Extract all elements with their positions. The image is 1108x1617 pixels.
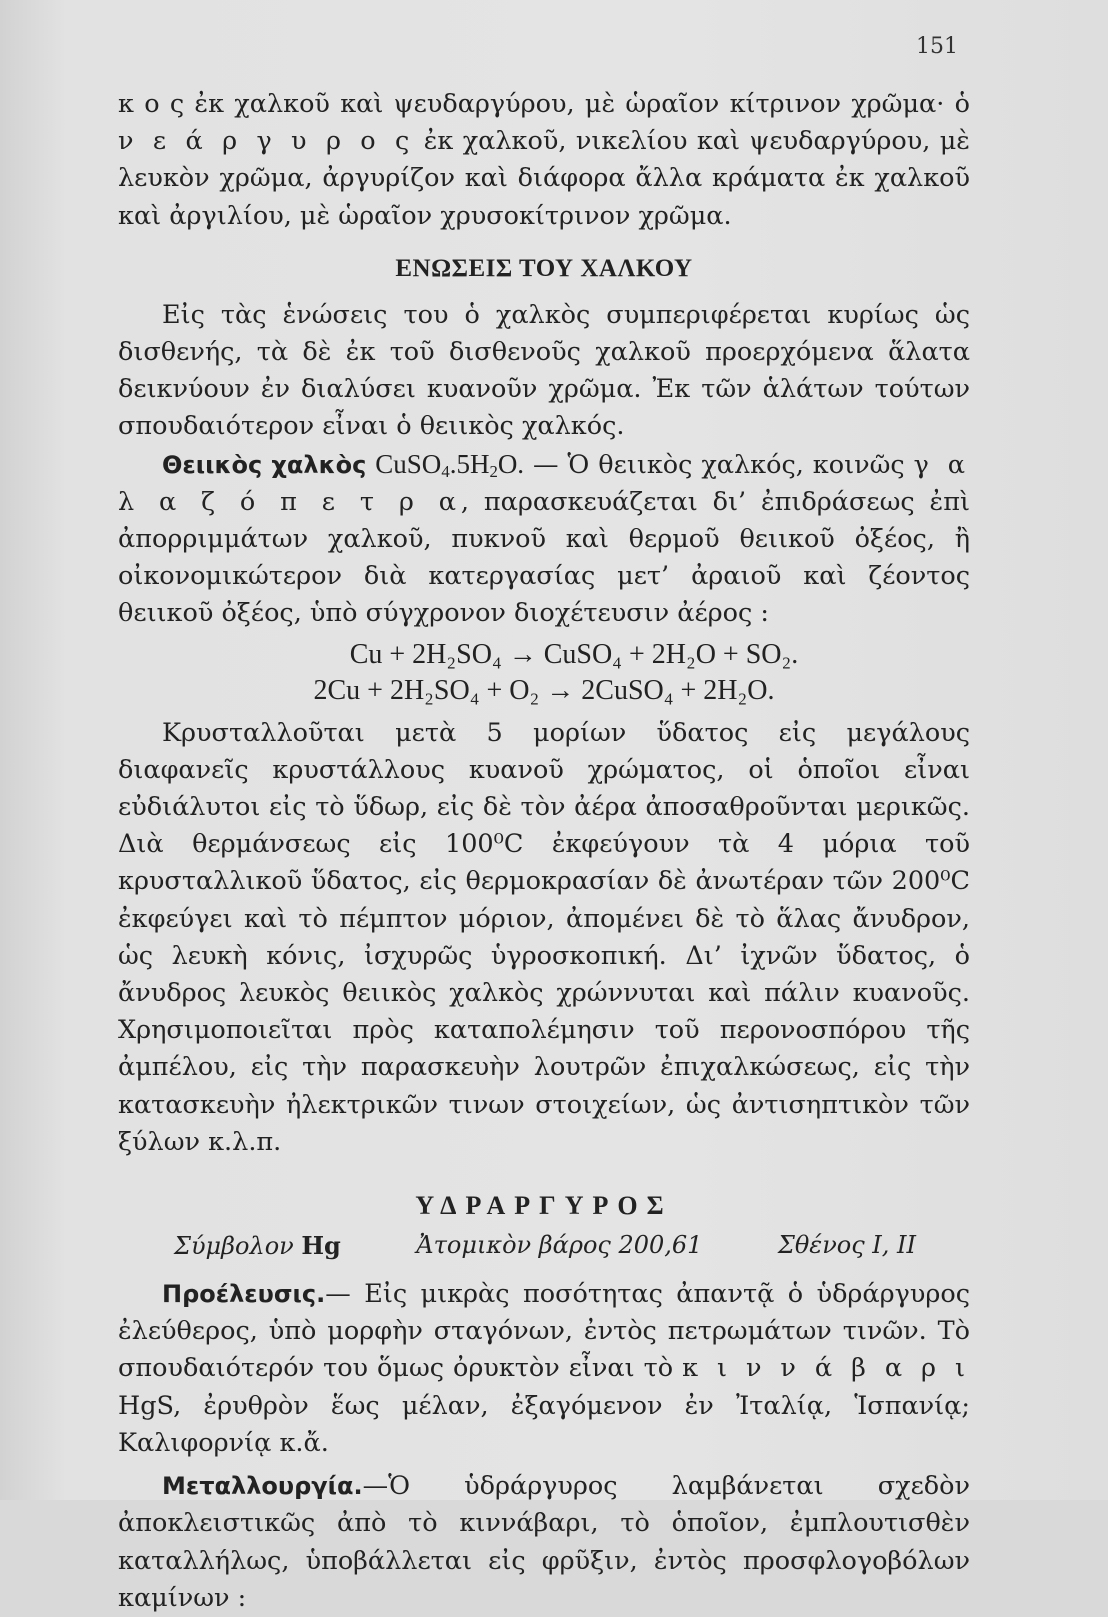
origin-text-end: HgS, ἐρυθρὸν ἕως μέλαν, ἐξαγόμενον ἐν Ἰταλίᾳ, Ἱσπανίᾳ; Καλιφορνίᾳ κ.ἄ. <box>118 1390 970 1458</box>
origin-text-start: — Εἰς μικρὰς ποσότητας ἀπαντᾷ ὁ ὑδράργυρος ἐλεύθερος, ὑπὸ μορφὴν σταγόνων, ἐντὸς πετρωμάτων τινῶν. Τὸ σπουδαιότερόν του ὅμως ὀρυκτὸν εἶναι τὸ <box>118 1279 970 1384</box>
reaction-equations <box>118 637 970 709</box>
metallurgy-title: Μεταλλουργία. <box>162 1472 363 1501</box>
intro-text-end: ἐκ χαλκοῦ, νικελίου καὶ ψευδαργύρου, μὲ λευκὸν χρῶμα, ἀργυρίζον καὶ διάφορα ἄλλα κράματα ἐκ χαλκοῦ καὶ ἀργιλίου, μὲ ὡραῖον χρυσοκίτρινον χρῶμα. <box>118 126 970 231</box>
equation-2: 2Cu + 2H₂SO₄ + O₂ → 2CuSO₄ + 2H₂O. <box>313 674 775 706</box>
compounds-heading: ΕΝΩΣΕΙΣ ΤΟΥ ΧΑΛΚΟΥ <box>395 254 693 282</box>
metallurgy-paragraph <box>118 1468 970 1617</box>
sulfate-title: Θειικὸς χαλκὸς <box>162 450 367 479</box>
mercury-symbol: Σύμβολον Hg <box>174 1231 341 1261</box>
sulfate-text-end: , παρασκευάζεται δι’ ἐπιδράσεως ἐπὶ ἀπορριμμάτων χαλκοῦ, πυκνοῦ καὶ θερμοῦ θειικοῦ ὀξέος, ἢ οἰκονομικώτερον διὰ κατεργασίας μετ’ ἀραιοῦ καὶ ζέοντος θειικοῦ ὀξέος, ὑπὸ σύγχρονον διοχέτευσιν ἀέρος : <box>118 486 970 629</box>
sulfate-paragraph <box>118 446 970 633</box>
mercury-valence: Σθένος I, II <box>777 1231 916 1260</box>
intro-text-start: κ ο ς ἐκ χαλκοῦ καὶ ψευδαργύρου, μὲ ὡραῖον κίτρινον χρῶμα· ὁ <box>118 89 970 119</box>
equation-1: Cu + 2H₂SO₄ → CuSO₄ + 2H₂O + SO₂. <box>349 638 799 670</box>
sulfate-text-start: — Ὁ θειικὸς χαλκός, κοινῶς <box>524 449 914 480</box>
compounds-paragraph: Εἰς τὰς ἑνώσεις του ὁ χαλκὸς συμπεριφέρεται κυρίως ὡς δισθενής, τὰ δὲ ἐκ τοῦ δισθενοῦς χαλκοῦ προερχόμενα ἅλατα δεικνύουν ἐν διαλύσει κυανοῦν χρῶμα. Ἐκ τῶν ἁλάτων τούτων σπουδαιότερον εἶναι ὁ θειικὸς χαλκός. <box>118 299 970 442</box>
page-number: 151 <box>916 34 958 59</box>
mercury-atomic-weight: Ἀτομικὸν βάρος 200,61 <box>416 1231 703 1260</box>
origin-spaced-term: κ ι ν ν ά β α ρ ι <box>682 1353 970 1384</box>
intro-paragraph <box>118 86 970 235</box>
mercury-meta <box>174 1231 970 1260</box>
origin-title: Προέλευσις. <box>162 1280 326 1309</box>
sulfate-formula: $CuSO_4.5H_2O$. <box>375 448 525 481</box>
page-content <box>118 86 970 1617</box>
sulfate-spaced-term: γ α λ α ζ ό π ε τ ρ α <box>118 449 970 517</box>
intro-spaced-term: ν ε ά ρ γ υ ρ ο ς <box>118 126 415 157</box>
crystal-paragraph: Κρυσταλλοῦται μετὰ 5 μορίων ὕδατος εἰς μεγάλους διαφανεῖς κρυστάλλους κυανοῦ χρώματος, οἱ ὁποῖοι εἶναι εὐδιάλυτοι εἰς τὸ ὕδωρ, εἰς δὲ τὸν ἀέρα ἀποσαθροῦνται μερικῶς. Διὰ θερμάνσεως εἰς 100⁰C ἐκφεύγουν τὰ 4 μόρια τοῦ κρυσταλλικοῦ ὕδατος, εἰς θερμοκρασίαν δὲ ἀνωτέραν τῶν 200⁰C ἐκφεύγει καὶ τὸ πέμπτον μόριον, ἀπομένει δὲ τὸ ἅλας ἄνυδρον, ὡς λευκὴ κόνις, ἰσχυρῶς ὑγροσκοπική. Δι’ ἰχνῶν ὕδατος, ὁ ἄνυδρος λευκὸς θειικὸς χαλκὸς χρώννυται καὶ πάλιν κυανοῦς. Χρησιμοποιεῖται πρὸς καταπολέμησιν τοῦ περονοσπόρου τῆς ἀμπέλου, εἰς τὴν παρασκευὴν λουτρῶν ἐπιχαλκώσεως, εἰς τὴν κατασκευὴν ἠλεκτρικῶν τινων στοιχείων, ὡς ἀντισηπτικὸν τῶν ξύλων κ.λ.π. <box>118 717 970 1157</box>
origin-paragraph <box>118 1276 970 1462</box>
metallurgy-text: —Ὁ ὑδράργυρος λαμβάνεται σχεδὸν ἀποκλειστικῶς ἀπὸ τὸ κιννάβαρι, τὸ ὁποῖον, ἐμπλουτισθὲν καταλλήλως, ὑποβάλλεται εἰς φρῦξιν, ἐντὸς προσφλογοβόλων καμίνων : <box>118 1471 970 1613</box>
mercury-heading: ΥΔΡΑΡΓΥΡΟΣ <box>415 1191 673 1221</box>
